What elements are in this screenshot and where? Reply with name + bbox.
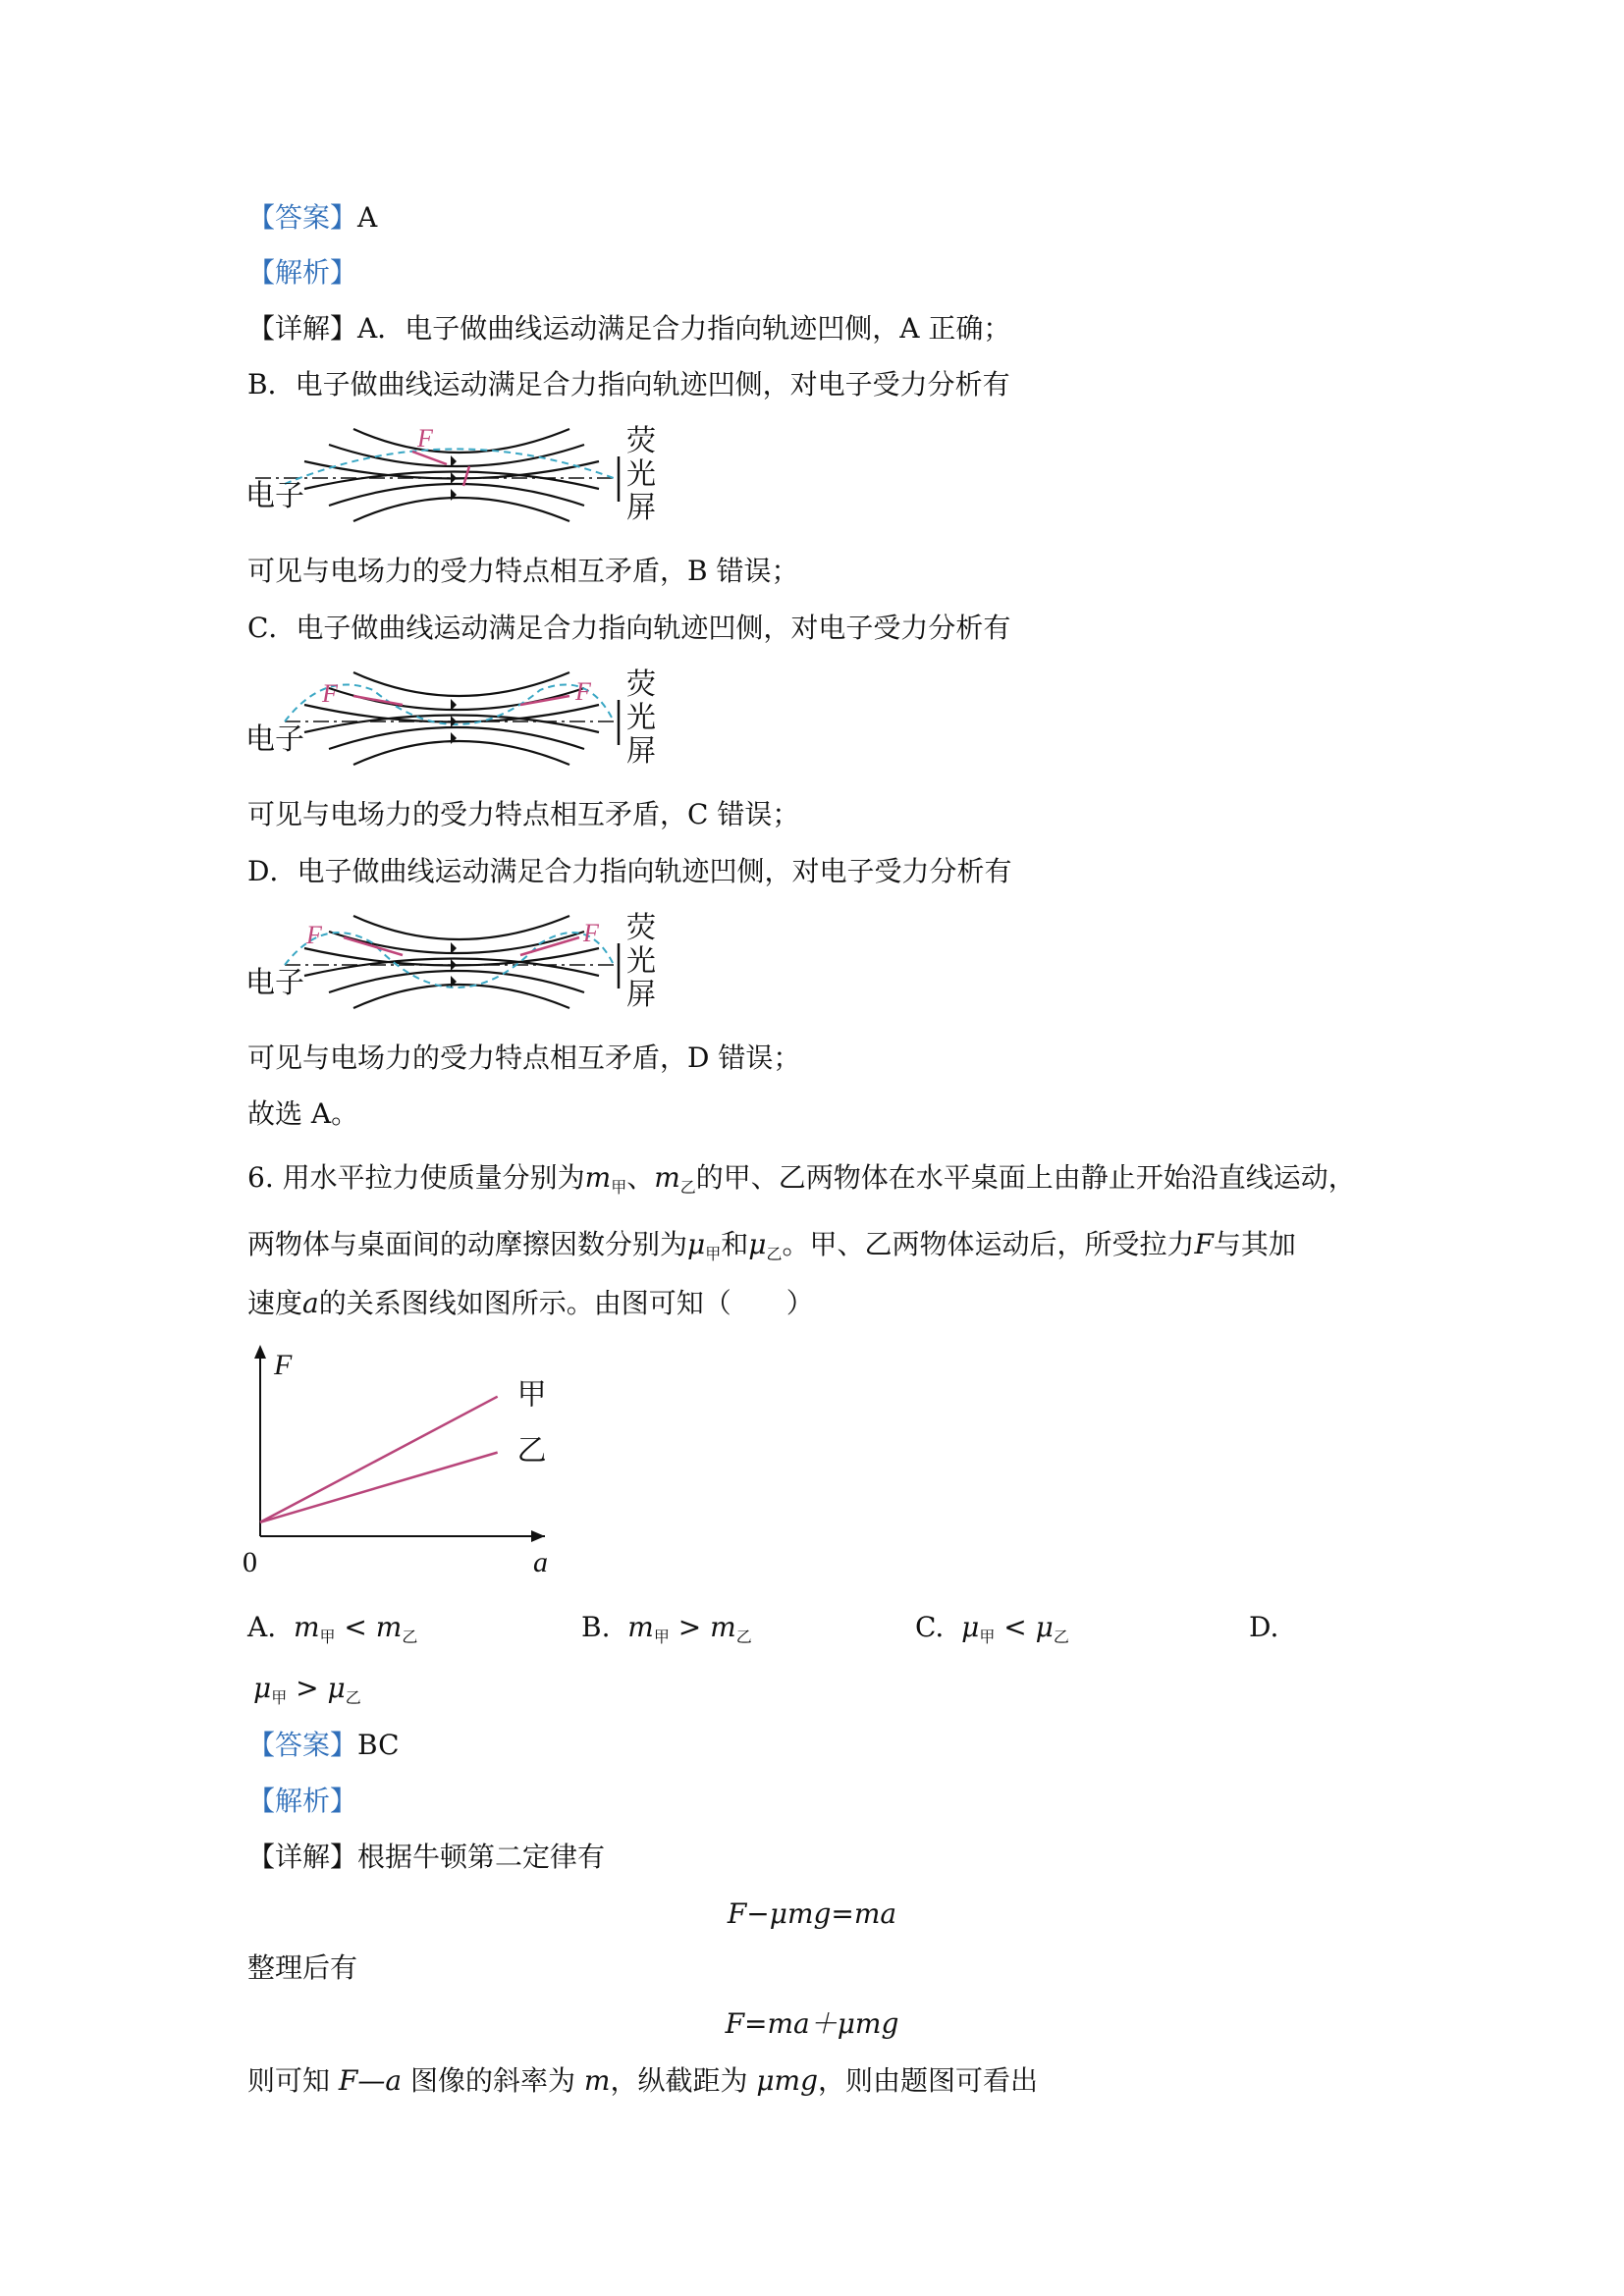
field-lines-figure-d: [245, 904, 677, 1020]
y-axis-label: F: [274, 1349, 293, 1381]
q6-answer-line: 【答案】BC: [247, 1729, 400, 1761]
screen-label-c: 荧 光 屏: [626, 667, 656, 769]
q6-stem-line3: 速度a的关系图线如图所示。由图可知（ ）: [247, 1287, 814, 1319]
q6-stem-line2: 两物体与桌面间的动摩擦因数分别为$\mu_甲$和$\mu_乙$。甲、乙两物体运动后，所受拉力F与其加: [247, 1228, 1296, 1263]
q6-detail-line: 【详解】根据牛顿第二定律有: [247, 1841, 606, 1873]
field-diagram-c: [245, 661, 677, 776]
q6-analysis-tag: 【解析】: [247, 1785, 358, 1817]
equation-2: F=ma＋μmg: [725, 2007, 899, 2040]
electron-label-c: 电子: [245, 722, 304, 757]
y-axis-arrow: [254, 1345, 266, 1359]
equation-1: F−μmg=ma: [727, 1897, 897, 1930]
rearrange-text: 整理后有: [247, 1951, 358, 1984]
field-diagram-d: [245, 904, 677, 1020]
electron-label-b: 电子: [245, 479, 304, 513]
option-d[interactable]: $\mu_甲 > \mu_乙$: [253, 1672, 361, 1707]
option-d-label[interactable]: D.: [1249, 1611, 1279, 1643]
f-a-chart: [241, 1335, 555, 1590]
electron-label-d: 电子: [245, 966, 304, 1000]
series-label-jia: 甲: [516, 1377, 547, 1413]
final-answer: 故选 A。: [247, 1097, 359, 1130]
analysis-tag: 【解析】: [247, 256, 358, 289]
answer-value: A: [357, 201, 378, 234]
option-a[interactable]: A. $m_甲 < m_乙$: [247, 1611, 418, 1646]
option-d-explanation: D．电子做曲线运动满足合力指向轨迹凹侧，对电子受力分析有: [247, 855, 1012, 887]
x-axis-label: a: [533, 1546, 548, 1578]
series-label-yi: 乙: [516, 1433, 547, 1468]
series-line-jia: [260, 1397, 498, 1522]
q6-last-line: 则可知 F—a 图像的斜率为 m，纵截距为 μmg，则由题图可看出: [247, 2064, 1039, 2097]
q6-answer-value: BC: [357, 1729, 400, 1761]
answer-line: [247, 198, 377, 238]
option-c-explanation: C．电子做曲线运动满足合力指向轨迹凹侧，对电子受力分析有: [247, 612, 1011, 644]
field-diagram-b: [245, 417, 677, 533]
option-c[interactable]: C. $\mu_甲 < \mu_乙$: [915, 1611, 1069, 1646]
screen-label-b: 荧 光 屏: [626, 424, 656, 525]
series-line-yi: [260, 1453, 498, 1522]
option-b[interactable]: B. $m_甲 > m_乙$: [581, 1611, 752, 1646]
option-a-explanation: A．电子做曲线运动满足合力指向轨迹凹侧，A 正确；: [357, 312, 1011, 345]
force-label-c1: F: [322, 679, 338, 708]
option-c-conclusion: 可见与电场力的受力特点相互矛盾，C 错误；: [247, 798, 800, 830]
field-lines-figure-c: [245, 661, 677, 776]
detail-tag: 【详解】: [247, 312, 358, 345]
origin-label: 0: [243, 1546, 257, 1578]
option-b-explanation: B．电子做曲线运动满足合力指向轨迹凹侧，对电子受力分析有: [247, 368, 1010, 400]
option-b-conclusion: 可见与电场力的受力特点相互矛盾，B 错误；: [247, 555, 799, 587]
option-d-conclusion: 可见与电场力的受力特点相互矛盾，D 错误；: [247, 1041, 801, 1074]
force-label-d2: F: [583, 919, 599, 947]
detail-line-a: [247, 309, 1010, 348]
force-label-d1: F: [306, 921, 322, 949]
screen-label-d: 荧 光 屏: [626, 911, 656, 1012]
answer-tag: 【答案】: [247, 201, 358, 234]
field-lines-figure-b: [245, 417, 677, 533]
f-a-graph: [241, 1335, 555, 1594]
q6-stem-line1: 6. 用水平拉力使质量分别为$m_甲$、$m_乙$的甲、乙两物体在水平桌面上由静止开始沿直线运动，: [247, 1161, 1356, 1197]
x-axis-arrow: [531, 1530, 545, 1542]
force-label-c2: F: [575, 677, 591, 706]
force-label-b: F: [417, 424, 433, 453]
